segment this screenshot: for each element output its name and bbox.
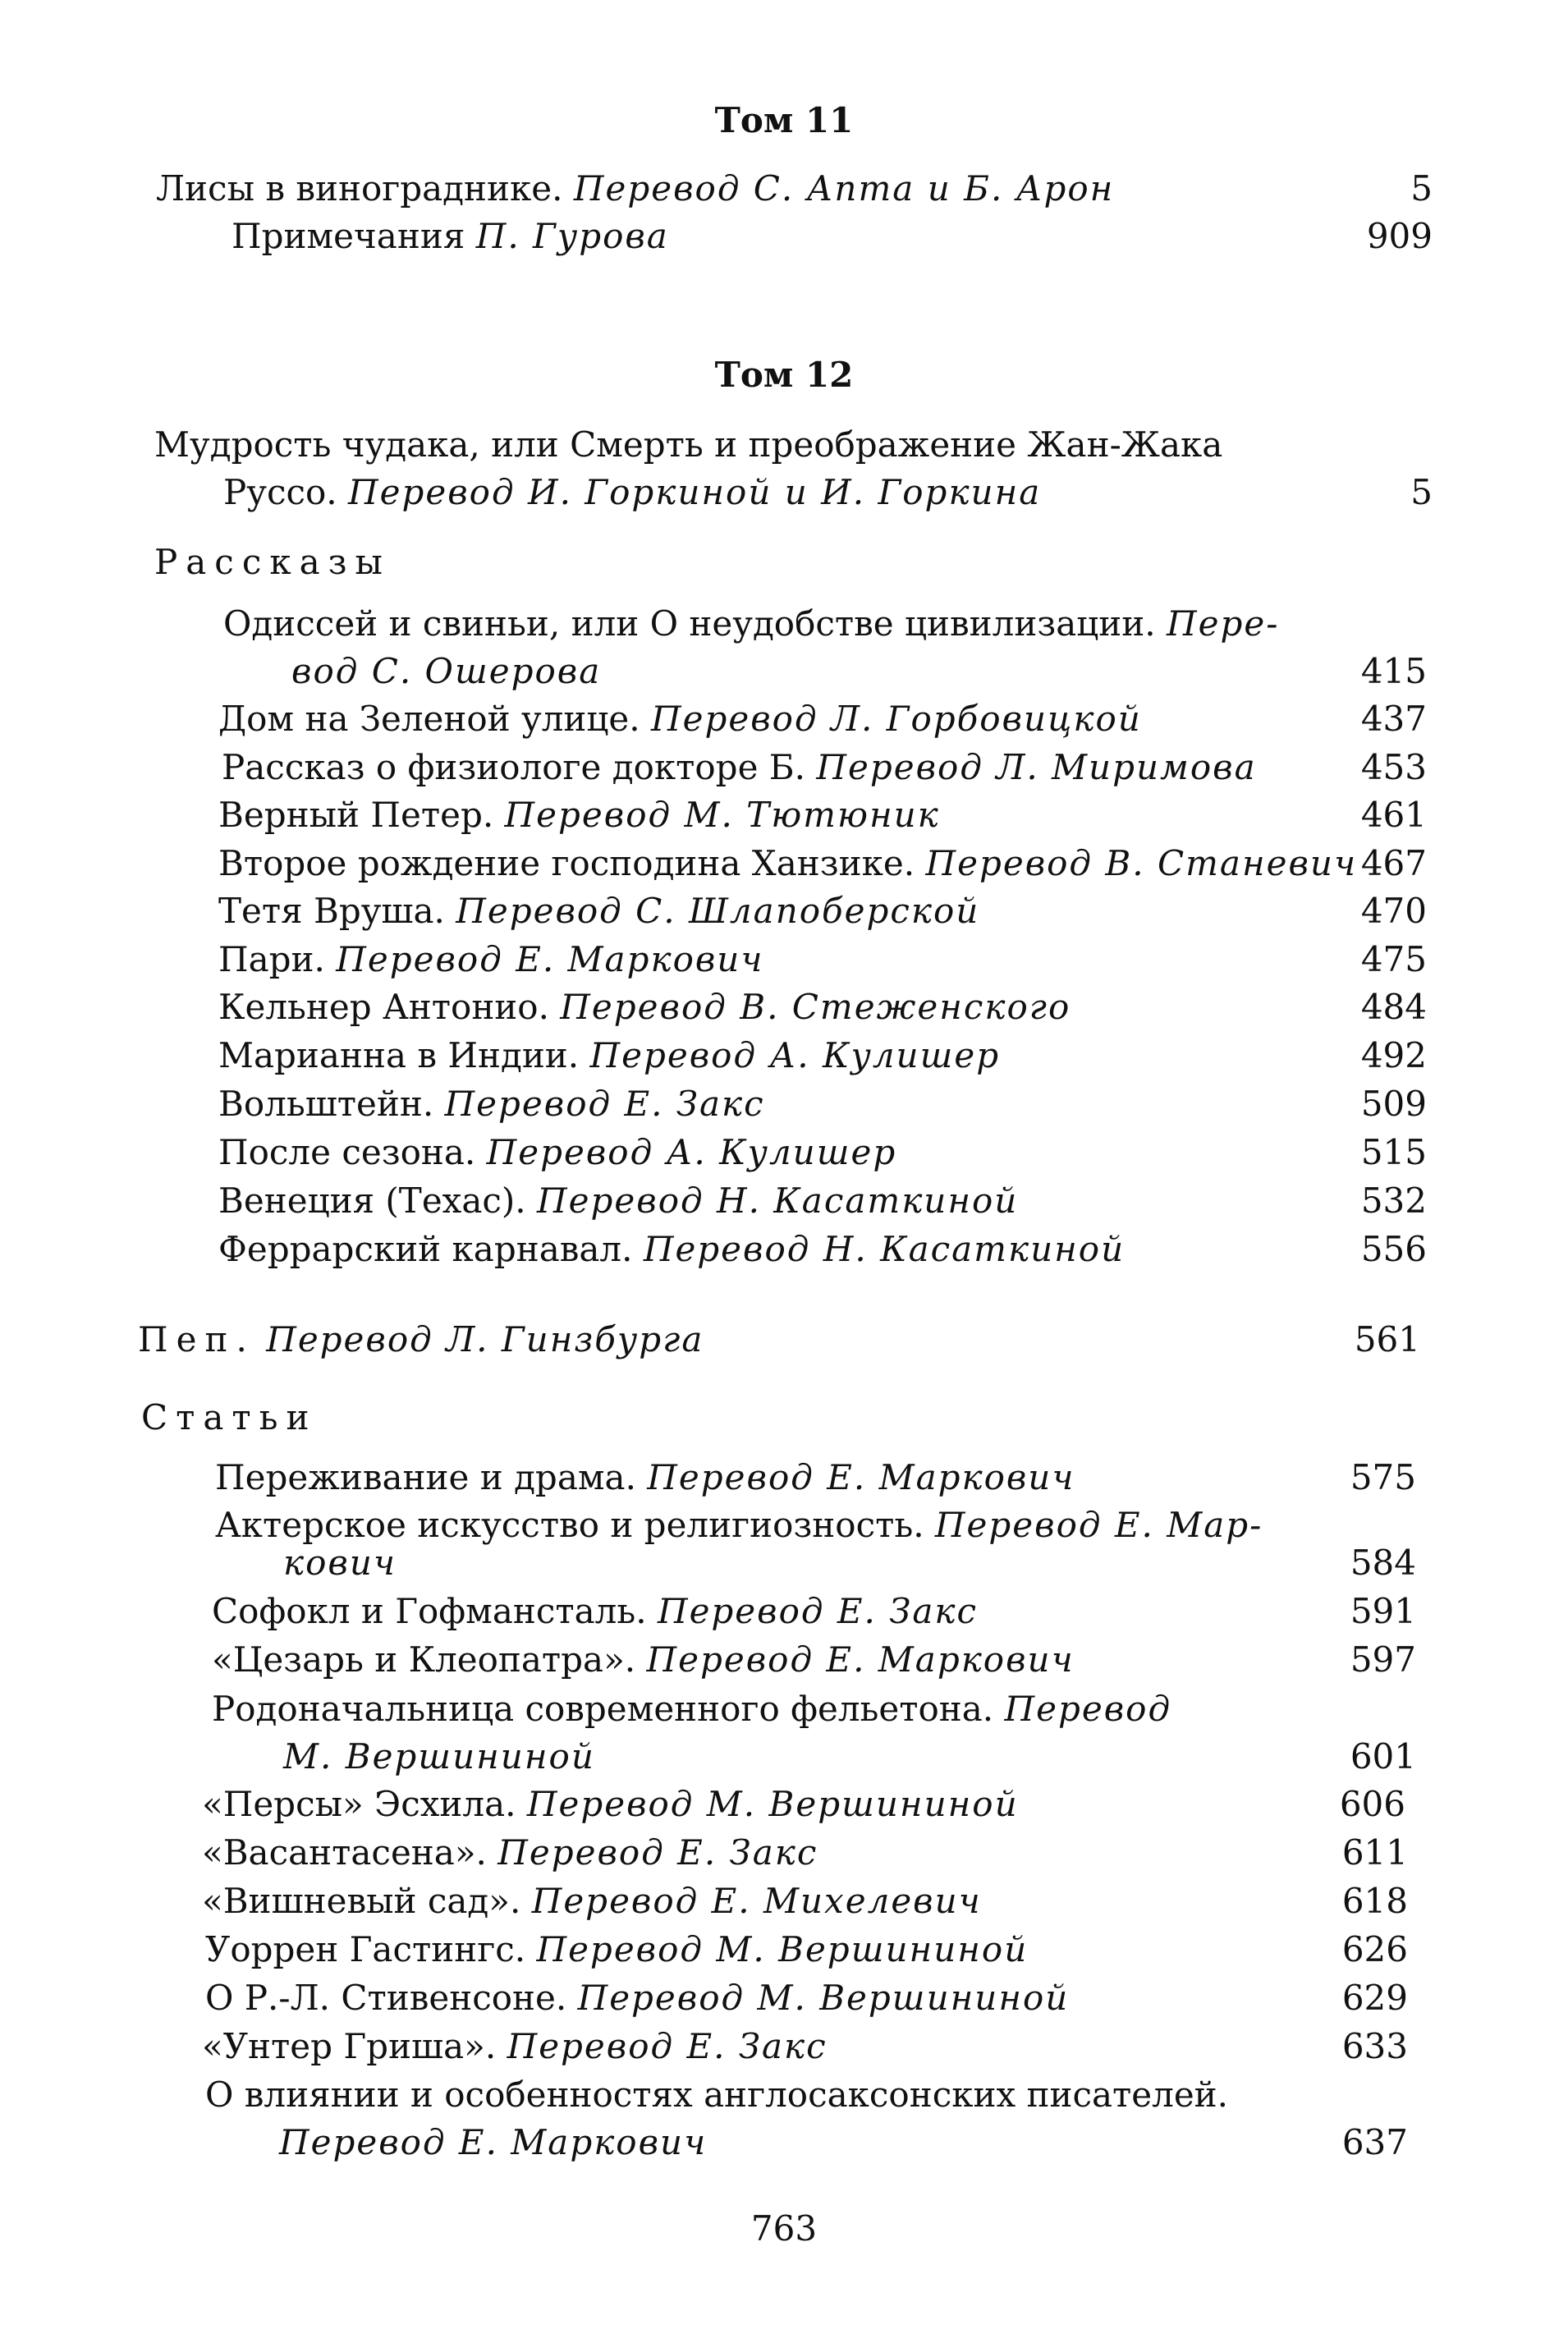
page-number: 629 — [1341, 1978, 1408, 2018]
toc-entry: Актерское искусство и религиозность. Перевод Е. Мар- — [215, 1505, 1263, 1545]
toc-entry: Руссо. Перевод И. Горкиной и И. Горкина — [223, 472, 1042, 512]
toc-entry: Переживание и драма. Перевод Е. Маркович — [215, 1457, 1075, 1497]
page-number: 461 — [1360, 795, 1427, 835]
page-number: 561 — [1354, 1319, 1420, 1359]
section-heading-articles: Статьи — [141, 1397, 318, 1437]
toc-entry: Тетя Вруша. Перевод С. Шлапоберской — [218, 891, 980, 931]
page-number: 467 — [1360, 843, 1427, 883]
toc-entry: Примечания П. Гурова — [232, 216, 669, 256]
toc-entry: Второе рождение господина Ханзике. Перевод В. Станевич — [218, 843, 1358, 883]
toc-entry: Феррарский карнавал. Перевод Н. Касаткиной — [218, 1229, 1126, 1269]
page-number: 532 — [1360, 1181, 1427, 1221]
page-number: 556 — [1360, 1229, 1427, 1269]
novel-title-line1: Мудрость чудака, или Смерть и преображение Жан-Жака — [154, 424, 1223, 465]
page-number: 575 — [1350, 1457, 1416, 1497]
toc-entry: Рассказ о физиологе докторе Б. Перевод Л. Миримова — [222, 747, 1257, 787]
page-number: 618 — [1341, 1881, 1408, 1921]
toc-entry: «Унтер Гриша». Перевод Е. Закс — [202, 2026, 828, 2066]
toc-entry: О Р.-Л. Стивенсоне. Перевод М. Вершининой — [205, 1978, 1070, 2018]
toc-entry: После сезона. Перевод А. Кулишер — [218, 1132, 897, 1172]
toc-entry: Венеция (Техас). Перевод Н. Касаткиной — [218, 1181, 1019, 1221]
toc-entry: Верный Петер. Перевод М. Тютюник — [218, 795, 940, 835]
toc-entry: «Васантасена». Перевод Е. Закс — [202, 1832, 818, 1873]
page-number: 484 — [1360, 987, 1427, 1027]
toc-entry: «Цезарь и Клеопатра». Перевод Е. Маркович — [212, 1639, 1075, 1680]
page-number: 5 — [1410, 168, 1433, 209]
toc-entry: Дом на Зеленой улице. Перевод Л. Горбовицкой — [218, 699, 1142, 739]
page-number: 470 — [1360, 891, 1427, 931]
toc-entry: Одиссей и свиньи, или О неудобстве цивилизации. Пере- — [223, 603, 1280, 644]
toc-entry: «Вишневый сад». Перевод Е. Михелевич — [202, 1881, 982, 1921]
page-number: 626 — [1341, 1929, 1408, 1969]
page-number: 453 — [1360, 747, 1427, 787]
volume-12-heading: Том 12 — [714, 355, 854, 395]
page-number: 509 — [1360, 1084, 1427, 1124]
toc-entry: Кельнер Антонио. Перевод В. Стеженского — [218, 987, 1071, 1027]
page-number: 606 — [1339, 1784, 1405, 1824]
page-number: 633 — [1341, 2026, 1408, 2066]
toc-entry-continuation: М. Вершининой — [283, 1736, 595, 1777]
page-number: 909 — [1366, 216, 1433, 256]
toc-entry: Родоначальница современного фельетона. Перевод — [212, 1689, 1172, 1729]
page-number: 415 — [1360, 651, 1427, 691]
page-number: 584 — [1350, 1543, 1416, 1583]
section-heading-stories: Рассказы — [154, 542, 391, 582]
toc-entry: Вольштейн. Перевод Е. Закс — [218, 1084, 765, 1124]
page-number: 515 — [1360, 1132, 1427, 1172]
toc-entry: Марианна в Индии. Перевод А. Кулишер — [218, 1035, 1001, 1075]
page-number: 492 — [1360, 1035, 1427, 1075]
toc-entry: Уоррен Гастингс. Перевод М. Вершининой — [205, 1929, 1029, 1969]
toc-entry: О влиянии и особенностях англосаксонских писателей. — [205, 2075, 1229, 2115]
toc-entry: Пари. Перевод Е. Маркович — [218, 939, 764, 979]
toc-entry: Лисы в винограднике. Перевод С. Апта и Б. Арон — [156, 168, 1115, 209]
toc-entry-continuation: вод С. Ошерова — [291, 651, 602, 691]
page-number: 597 — [1350, 1639, 1416, 1680]
page-number: 437 — [1360, 699, 1427, 739]
page-number: 637 — [1341, 2122, 1408, 2162]
toc-entry-continuation: кович — [283, 1543, 397, 1583]
volume-11-heading: Том 11 — [714, 100, 854, 140]
page-number: 601 — [1350, 1736, 1416, 1777]
folio-page-number: 763 — [750, 2208, 818, 2249]
page-number: 5 — [1410, 472, 1433, 512]
toc-entry-continuation: Перевод Е. Маркович — [279, 2122, 708, 2162]
toc-entry: Софокл и Гофмансталь. Перевод Е. Закс — [212, 1591, 979, 1631]
toc-entry: Пеп. Перевод Л. Гинзбурга — [138, 1319, 704, 1359]
page-number: 611 — [1341, 1832, 1408, 1873]
page-number: 475 — [1360, 939, 1427, 979]
page-number: 591 — [1350, 1591, 1416, 1631]
toc-entry: «Персы» Эсхила. Перевод М. Вершининой — [202, 1784, 1019, 1824]
